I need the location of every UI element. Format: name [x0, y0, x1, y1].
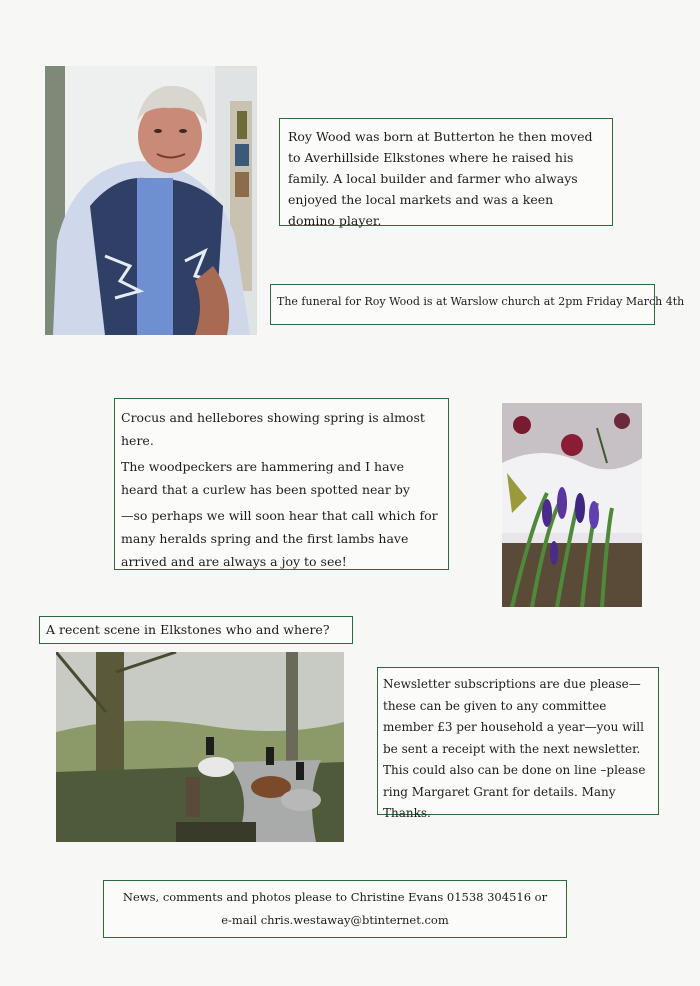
recent-scene-caption-box [39, 616, 353, 644]
contact-footer-box [103, 880, 567, 938]
spring-line-crocus: Crocus and hellebores showing spring is almost here. [121, 410, 425, 448]
roy-wood-bio-box [279, 118, 613, 226]
crocus-hellebore-photo [502, 403, 642, 607]
subscriptions-box [377, 667, 659, 820]
funeral-notice-box [270, 284, 685, 325]
roy-wood-bio-text: Roy Wood was born at Butterton he then moved to Averhillside Elkstones where he raised his family. A local builder and farmer who always enjoyed the local markets and was a keen domino player. [288, 129, 593, 228]
hunt-scene-photo [56, 652, 344, 842]
spring-news-box [114, 398, 449, 570]
subscriptions-text: Newsletter subscriptions are due please—these can be given to any committee member £3 per household a year—you will be sent a receipt with the next newsletter. This could also can be done on line –please ring Margaret Grant for details. Many Thanks. [383, 677, 646, 820]
contact-email: e-mail chris.westaway@btinternet.com [221, 913, 449, 927]
roy-wood-photo [45, 66, 257, 335]
contact-line-news: News, comments and photos please to Christine Evans 01538 304516 or [122, 890, 548, 904]
spring-line-lambs: —so perhaps we will soon hear that call which for many heralds spring and the first lambs have arrived and are always a joy to see! [121, 508, 438, 569]
spring-line-woodpeckers: The woodpeckers are hammering and I have heard that a curlew has been spotted near by [121, 459, 410, 497]
funeral-notice-text: The funeral for Roy Wood is at Warslow church at 2pm Friday March 4th [277, 295, 685, 308]
recent-scene-caption-text: A recent scene in Elkstones who and where? [46, 622, 330, 637]
